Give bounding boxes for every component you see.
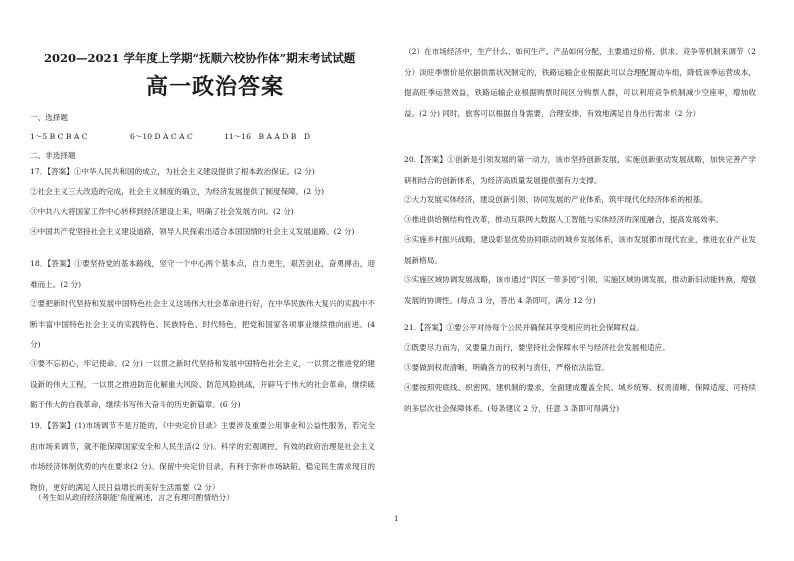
q20-para-2: ②大力发展实体经济，建设创新引领、协同发展的产业体系，筑牢现代化经济体系的根基。 — [404, 195, 708, 204]
mc-answers-6-10: 6～10 D A C A C — [130, 132, 193, 141]
q18-para-3: ③要不忘初心，牢记使命。(2 分) 一以贯之新时代坚持和发展中国特色社会主义，一以贯之推进党的建设新的伟大工程，一以贯之推进防范化解重大风险、防范风险挑战，开辟马于伟大的社会革命，继续砥砺于伟大的自我革命，继续书写伟大奋斗的历史新篇章。(6 分) — [30, 359, 375, 409]
q21-para-2: ②既要尽力而为，又要量力而行，要坚持社会保障水平与经济社会发展相适应。 — [404, 343, 670, 352]
mc-answers-11-16: 11～16 B A A D B D — [224, 132, 311, 141]
mc-answers-1-5: 1～5 B C B A C — [30, 132, 88, 141]
q17-line-2: ②社会主义三大改造的完成，社会主义制度的确立，为经济发展提供了制度保障。(2 分) — [30, 187, 325, 196]
q19-para-1: 19．【答案】(1)市场调节不是万能的，《中央定价目录》主要涉及重要公用事业和公益性服务，若完全由市场来调节，就不能保障国家安全和人民生活(2 分)。科学的宏观调控，有效的政府治理是社会主义市场经济体制优势的内在要求(2 分)。保留中央定价目录，有利于弥补市场缺陷，稳定民生需求现目的物价，更好的满足人民日益增长的美好生活需要（2 分） — [30, 421, 375, 492]
q17-line-1: 17．【答案】①中华人民共和国的成立，为社会主义建设提供了根本政治保证。(2 分) — [30, 167, 315, 176]
page-title: 高一政治答案 — [146, 75, 285, 100]
q18-para-2: ②要把新时代坚持和发展中国特色社会主义这场伟大社会革命进行好，在中华民族伟大复兴的实践中不断丰富中国特色社会主义的实践特色、民族特色、时代特色，把党和国家各项事业继续推向前进。(4 分) — [30, 299, 375, 349]
q17-line-4: ④中国共产党坚持社会主义建设道路，领导人民探索出适合本国国情的社会主义发展道路。(2 分) — [30, 227, 355, 236]
q19-note: （考生如从政府经济职能’角度阐述，言之有理可酌情给分） — [34, 493, 234, 502]
q20-para-4: ④实施乡村振兴战略，建设彰显优势协同联动的城乡发展体系，该市发展都市现代农业，推进农业产业发展新格局。 — [404, 235, 756, 265]
section-essay-heading: 二、非选择题 — [30, 151, 76, 160]
q20-para-1: 20.【答案】①创新是引领发展的第一动力，该市坚持创新发展，实施创新驱动发展战略，加快完善产学研相结合的创新体系，为经济高质量发展提供强有力支撑。 — [404, 155, 756, 185]
q21-para-4: ④要按照兜底线、织密网、建机制的要求，全面建成覆盖全民、城乡统筹、权责清晰、保障适度、可持续的多层次社会保障体系。(每条建议 2 分，任意 3 条即可得满分) — [404, 383, 756, 413]
q20-para-5: ⑤实施区域协调发展战略，该市通过“四区一带多园”引领，实施区域协调发展，推动新旧动能转换，增强发展的协调性。(每点 3 分，答出 4 条即可，满分 12 分) — [404, 275, 756, 305]
q19-part2: （2）在市场经济中，生产什么、如何生产、产品如何分配，主要通过价格、供求、竞争等机制来调节（2 分）淡旺季票价是依据供需状况制定的，铁路运输企业根据此可以合理配置动车组，降低该季运营成本，提高旺季运营效益，铁路运输企业根据购票时间区分购票人群，可以利用竞争机制减少空座率，增加收益。(2 分) 同时，旅客可以根据自身需要，合理安排，有效地满足自身出行需求（2 分） — [404, 47, 756, 118]
q21-para-1: 21.【答案】①要公平对待每个公民并确保其享受相应的社会保障权益。 — [404, 323, 644, 332]
exam-title: 2020—2021 学年度上学期“抚顺六校协作体”期末考试试题 — [44, 51, 356, 65]
q17-line-3: ③中共八大将国家工作中心转移到经济建设上来，明确了社会发展方向。(2 分) — [30, 207, 294, 216]
q21-para-3: ③要做到权责清晰，明确各方的权利与责任，严格依法监管。 — [404, 363, 610, 372]
q20-para-3: ③推进供给侧结构性改革，推动互联网大数据人工智能与实体经济的深度融合，提高发展效率。 — [404, 215, 723, 224]
section-mc-heading: 一、选择题 — [30, 113, 68, 122]
q18-para-1: 18．【答案】①要坚持党的基本路线，坚守一个中心两个基本点，自力更生，艰苦创业，奋勇搏击，迎难而上。(2 分) — [30, 259, 375, 289]
page-number: 1 — [394, 515, 399, 523]
